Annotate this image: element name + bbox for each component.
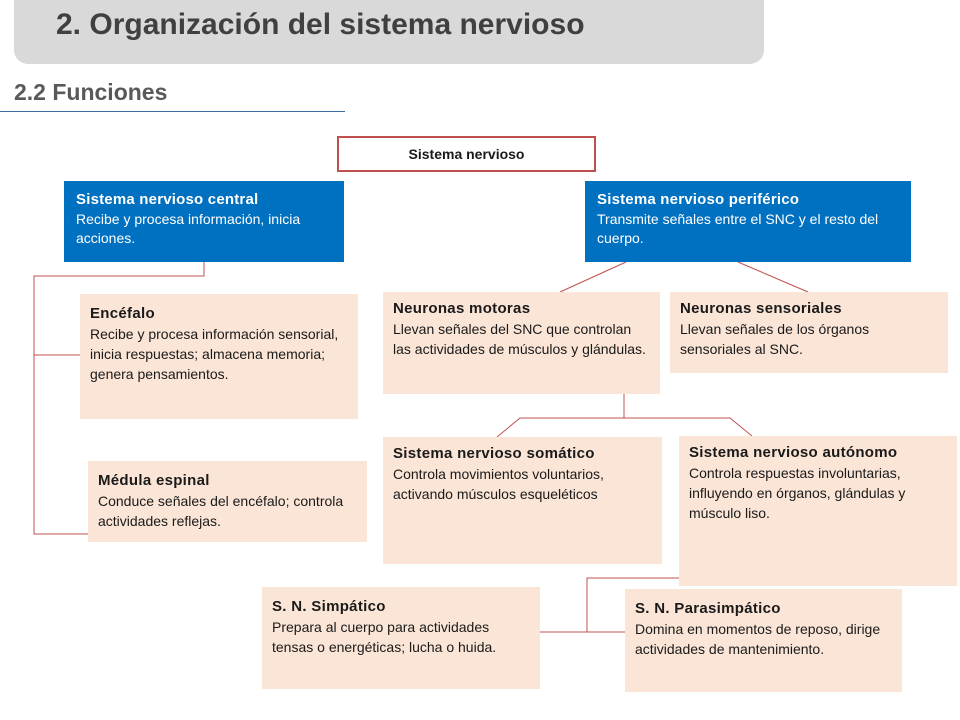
node-autonomo-title: Sistema nervioso autónomo — [689, 444, 898, 461]
node-somatico-title: Sistema nervioso somático — [393, 445, 595, 462]
node-parasimpatico-desc: Domina en momentos de reposo, dirige actividades de mantenimiento. — [635, 621, 881, 657]
node-neuronas-sensoriales — [670, 292, 948, 373]
connector-motoras-autonomo — [624, 418, 752, 436]
node-simpatico-title: S. N. Simpático — [272, 598, 386, 615]
node-autonomo-desc: Controla respuestas involuntarias, influyendo en órganos, glándulas y músculo liso. — [689, 465, 906, 521]
node-parasimpatico-title: S. N. Parasimpático — [635, 600, 781, 617]
node-neuronas-motoras — [383, 292, 660, 394]
node-snc — [64, 181, 344, 262]
node-snp-desc: Transmite señales entre el SNC y el resto del cuerpo. — [597, 211, 879, 246]
node-medula-desc: Conduce señales del encéfalo; controla actividades reflejas. — [98, 493, 344, 529]
node-medula-title: Médula espinal — [98, 472, 210, 489]
page-title: 2. Organización del sistema nervioso — [56, 8, 585, 41]
node-motoras-title: Neuronas motoras — [393, 300, 531, 317]
node-autonomo — [679, 436, 957, 586]
node-snp-title: Sistema nervioso periférico — [597, 191, 800, 208]
node-encefalo — [80, 294, 358, 419]
node-sensoriales-desc: Llevan señales de los órganos sensoriales al SNC. — [680, 321, 870, 357]
section-subtitle: 2.2 Funciones — [14, 79, 168, 105]
connector-snp-motoras — [560, 262, 626, 292]
node-snc-title: Sistema nervioso central — [76, 191, 259, 208]
node-somatico-desc: Controla movimientos voluntarios, activando músculos esqueléticos — [393, 466, 604, 502]
node-encefalo-title: Encéfalo — [90, 305, 155, 322]
node-motoras-desc: Llevan señales del SNC que controlan las actividades de músculos y glándulas. — [393, 321, 646, 357]
node-sistema-nervioso: Sistema nervioso — [337, 136, 596, 172]
connector-snp-sensoriales — [738, 262, 808, 292]
node-snc-desc: Recibe y procesa información, inicia acciones. — [76, 211, 301, 246]
node-snp — [585, 181, 911, 262]
connector-motoras-children — [497, 394, 624, 437]
node-medula — [88, 461, 367, 542]
node-simpatico-desc: Prepara al cuerpo para actividades tensas o energéticas; lucha o huida. — [272, 619, 497, 655]
node-simpatico — [262, 587, 540, 689]
node-somatico — [383, 437, 662, 564]
node-sensoriales-title: Neuronas sensoriales — [680, 300, 842, 317]
node-encefalo-desc: Recibe y procesa información sensorial, inicia respuestas; almacena memoria; genera pensamientos. — [90, 326, 339, 382]
node-parasimpatico — [625, 589, 902, 692]
